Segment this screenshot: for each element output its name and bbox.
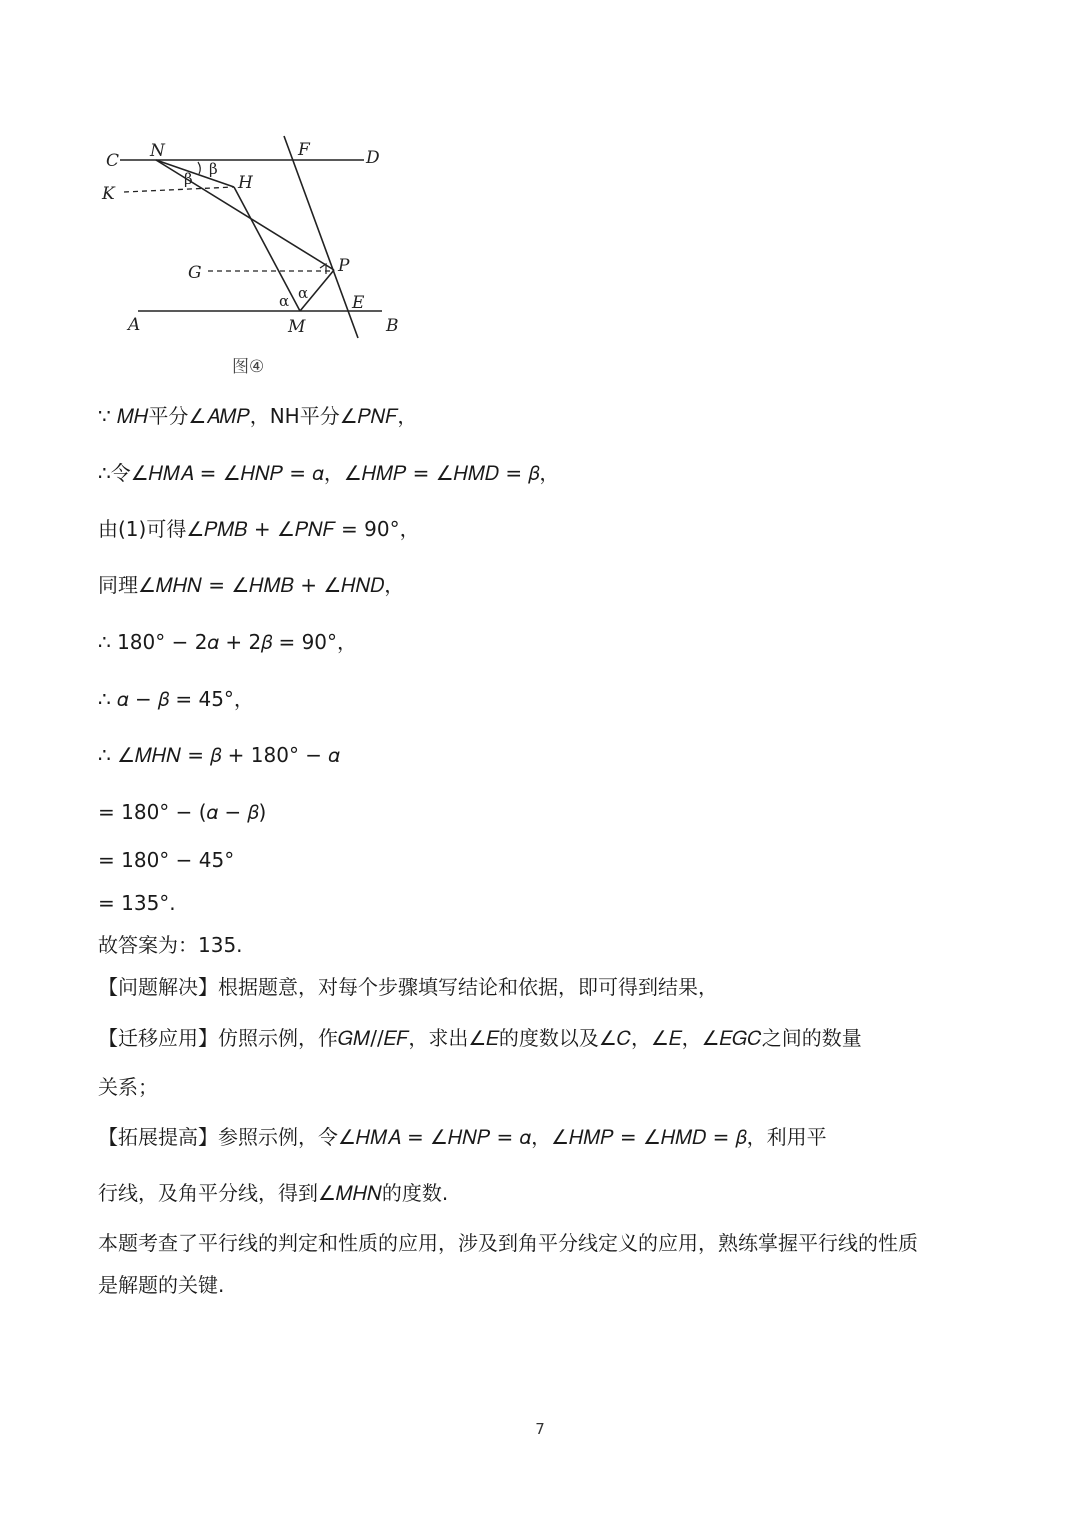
angle-arc-n: [198, 162, 200, 174]
transfer-paragraph-line-2: 关系；: [98, 1075, 158, 1099]
extension-paragraph-line-2: 行线，及角平分线，得到∠𝑀𝐻𝑁的度数.: [98, 1181, 449, 1205]
summary-paragraph-line-2: 是解题的关键.: [98, 1273, 225, 1297]
line-ef: [284, 136, 358, 338]
solution-line-2: ∴令∠𝐻𝑀𝐴 = ∠𝐻𝑁𝑃 = 𝛼，∠𝐻𝑀𝑃 = ∠𝐻𝑀𝐷 = 𝛽，: [98, 461, 560, 485]
label-d: D: [366, 148, 380, 168]
label-n: N: [150, 141, 165, 161]
label-h: H: [238, 173, 253, 193]
transfer-paragraph-line-1: 【迁移应用】仿照示例，作𝐺𝑀//𝐸𝐹，求出∠𝐸的度数以及∠𝐶，∠𝐸，∠𝐸𝐺𝐶之间的数量: [98, 1026, 862, 1050]
extension-paragraph-line-1: 【拓展提高】参照示例，令∠𝐻𝑀𝐴 = ∠𝐻𝑁𝑃 = 𝛼，∠𝐻𝑀𝑃 = ∠𝐻𝑀𝐷 = 𝛽，利用平: [98, 1125, 827, 1149]
angle-mark-p: [320, 264, 326, 274]
segment-hm: [234, 187, 300, 311]
figure-svg: [96, 128, 416, 384]
label-p: P: [338, 256, 350, 276]
angle-alpha-left: α: [279, 292, 290, 310]
label-k: K: [102, 184, 115, 204]
summary-paragraph-line-1: 本题考查了平行线的判定和性质的应用，涉及到角平分线定义的应用，熟练掌握平行线的性质: [98, 1231, 918, 1255]
label-e: E: [352, 293, 365, 313]
solution-line-3: 由(1)可得∠𝑃𝑀𝐵 + ∠𝑃𝑁𝐹 = 90°，: [98, 517, 420, 541]
solution-line-9: = 180° − 45°: [98, 848, 235, 872]
solution-line-5: ∴ 180° − 2𝛼 + 2𝛽 = 90°，: [98, 630, 358, 654]
label-m: M: [288, 317, 306, 337]
angle-beta-inner: β: [184, 170, 193, 188]
solution-line-1: ∵ 𝑀𝐻平分∠𝐴𝑀𝑃，NH平分∠𝑃𝑁𝐹，: [98, 404, 418, 428]
solution-line-10: = 135°.: [98, 891, 176, 915]
solution-line-4: 同理∠𝑀𝐻𝑁 = ∠𝐻𝑀𝐵 + ∠𝐻𝑁𝐷，: [98, 573, 405, 597]
label-a: A: [128, 315, 141, 335]
solution-line-6: ∴ 𝛼 − 𝛽 = 45°，: [98, 687, 254, 711]
page-number: 7: [535, 1420, 545, 1438]
solution-line-7: ∴ ∠𝑀𝐻𝑁 = 𝛽 + 180° − 𝛼: [98, 743, 340, 767]
geometry-figure: [96, 128, 416, 384]
figure-caption: 图④: [232, 357, 265, 377]
solution-line-8: = 180° − (𝛼 − 𝛽): [98, 800, 267, 824]
label-b: B: [386, 316, 399, 336]
angle-alpha-right: α: [298, 284, 309, 302]
angle-beta-top: β: [209, 160, 218, 178]
label-c: C: [106, 151, 120, 171]
problem-solving-paragraph: 【问题解决】根据题意，对每个步骤填写结论和依据，即可得到结果，: [98, 975, 718, 999]
label-g: G: [188, 263, 202, 283]
label-f: F: [298, 140, 310, 160]
segment-nh: [156, 160, 234, 187]
dashed-kh: [124, 187, 234, 192]
answer-line: 故答案为：135.: [98, 933, 243, 957]
